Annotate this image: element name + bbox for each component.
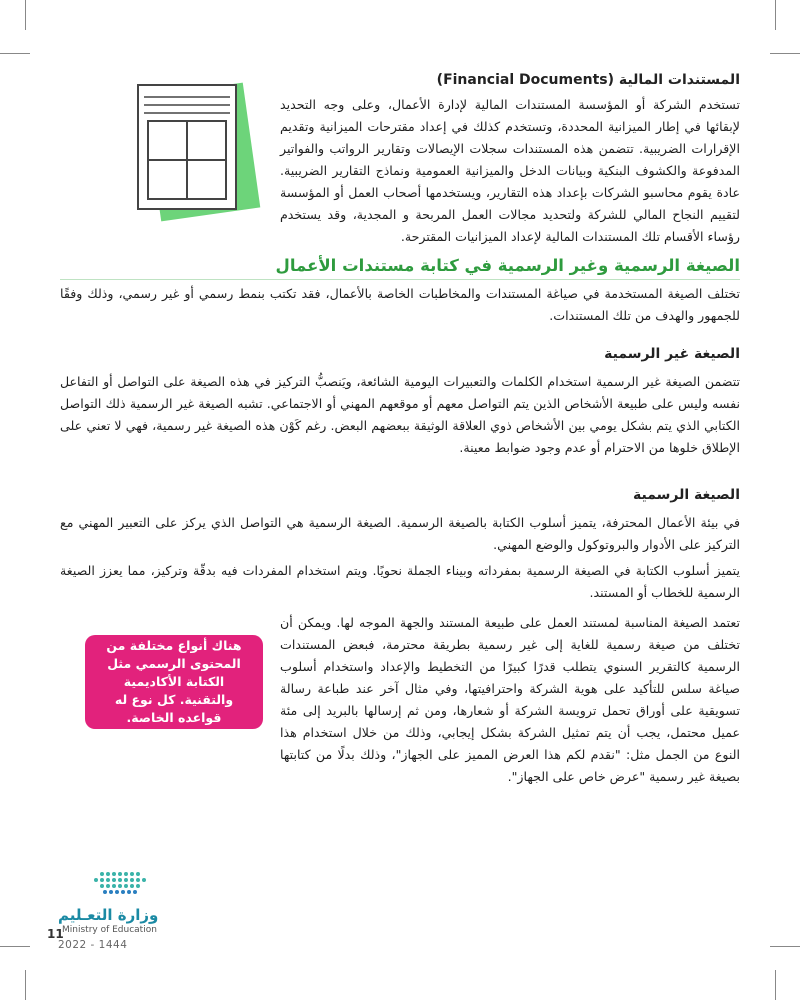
ministry-logo-icon: [56, 868, 166, 908]
formal-paragraph-2: يتميز أسلوب الكتابة في الصيغة الرسمية بمفرداته وبيناء الجملة نحويًا. ويتم استخدام المفردات فيه بدقّة وتركيز، مما يعزز الصيغة الرسمية للخطاب أو المستند.: [60, 563, 740, 600]
callout-text: هناك أنواع مختلفة من المحتوى الرسمي مثل الكتابة الأكاديمية والتقنية. كل نوع له قواعده الخاصة.: [106, 638, 242, 725]
crop-mark: [0, 946, 30, 947]
section-title-formal-informal: الصيغة الرسمية وغير الرسمية في كتابة مستندات الأعمال: [275, 256, 740, 275]
informal-paragraph: تتضمن الصيغة غير الرسمية استخدام الكلمات والتعبيرات اليومية الشائعة، ويَنصبُّ التركيز في هذه الصيغة على التواصل أو التفاعل نفسه وليس على طبيعة الأشخاص الذين يتم التواصل معهم أو موقعهم المهني أو الاجتماعي. تشبه الصيغة غير الرسمية ذلك التواصل الكتابي الذي يتم بشكل يومي بين الأشخاص ذوي العلاقة الوثيقة ببعضهم البعض. رغم كَوْن هذه الصيغة غير رسمية، فهي لا تعني على الإطلاق خلوها من الاحترام أو عدم وجود ضوابط معينة.: [60, 374, 740, 455]
styles-intro-paragraph: تختلف الصيغة المستخدمة في صياغة المستندات والمخاطبات الخاصة بالأعمال، فقد تكتب بنمط رسمي أو غير رسمي، وذلك وفقًا للجمهور والهدف من تلك المستندات.: [60, 286, 740, 323]
callout-note: [85, 635, 263, 729]
financial-documents-paragraph: تستخدم الشركة أو المؤسسة المستندات المالية لإدارة الأعمال، وعلى وجه التحديد لإبقائها في إطار الميزانية المحددة، وتستخدم كذلك في إعداد مقترحات الميزانية وتقديم الإقرارات الضريبية. تتضمن هذه المستندات سجلات الإيصالات وتقارير الرواتب والفواتير المدفوعة والكشوف البنكية وبيانات الدخل والميزانية العمومية ونماذج التقارير الضريبية. عادة يقوم محاسبو الشركات بإعداد هذه التقارير، ويستخدمها أصحاب العمل أو المؤسسة لتقييم النجاح المالي للشركة ولتحديد مجالات العمل المربحة و المجدية، وقد يستخدم رؤساء الأقسام تلك المستندات المالية لإعداد الميزانيات المقترحة.: [280, 97, 740, 244]
page-number: 11: [47, 927, 64, 941]
ministry-name-english: Ministry of Education: [62, 925, 157, 935]
crop-mark: [0, 53, 30, 54]
divider: [60, 279, 740, 280]
crop-mark: [770, 53, 800, 54]
crop-mark: [770, 946, 800, 947]
formal-paragraph-3: تعتمد الصيغة المناسبة لمستند العمل على طبيعة المستند والجهة الموجه لها. ويمكن أن تختلف من صيغة رسمية للغاية إلى غير رسمية بطريقة محترمة، فبعض المستندات الرسمية كالتقرير السنوي يتطلب قدرًا كبيرًا من التخطيط والإعداد واستخدام أسلوب صياغة سلس للتأكيد على هوية الشركة واحترافيتها، وفي مثال آخر عند طباعة رسالة تسويقية على أوراق تحمل ترويسة الشركة أو شعارها، ومن ثم إرسالها بالبريد إلى مئة عميل محتمل، يجب أن يتم تمثيل الشركة بشكل إيجابي، وذلك من خلال استخدام هذا النوع من الجمل مثل: "نقدم لكم هذا العرض المميز على الجهاز"، وذلك بدلًا من كتابتها بصيغة غير رسمية "عرض خاص على الجهاز".: [280, 615, 740, 784]
crop-mark: [775, 0, 776, 30]
formal-paragraph-1: في بيئة الأعمال المحترفة، يتميز أسلوب الكتابة بالصيغة الرسمية. الصيغة الرسمية هي التواصل الذي يركز على التعبير المهني مع التركيز على الأدوار والبروتوكول والوضع المهني.: [60, 515, 740, 552]
heading-formal: الصيغة الرسمية: [633, 487, 740, 503]
ministry-name-arabic: وزارة التعـليم: [58, 906, 159, 924]
financial-document-icon: [130, 75, 265, 230]
crop-mark: [25, 970, 26, 1000]
crop-mark: [25, 0, 26, 30]
section-heading-financial-documents: المستندات المالية (Financial Documents): [436, 72, 740, 88]
edition-year: 2022 - 1444: [58, 939, 128, 951]
crop-mark: [775, 970, 776, 1000]
heading-informal: الصيغة غير الرسمية: [604, 346, 740, 362]
